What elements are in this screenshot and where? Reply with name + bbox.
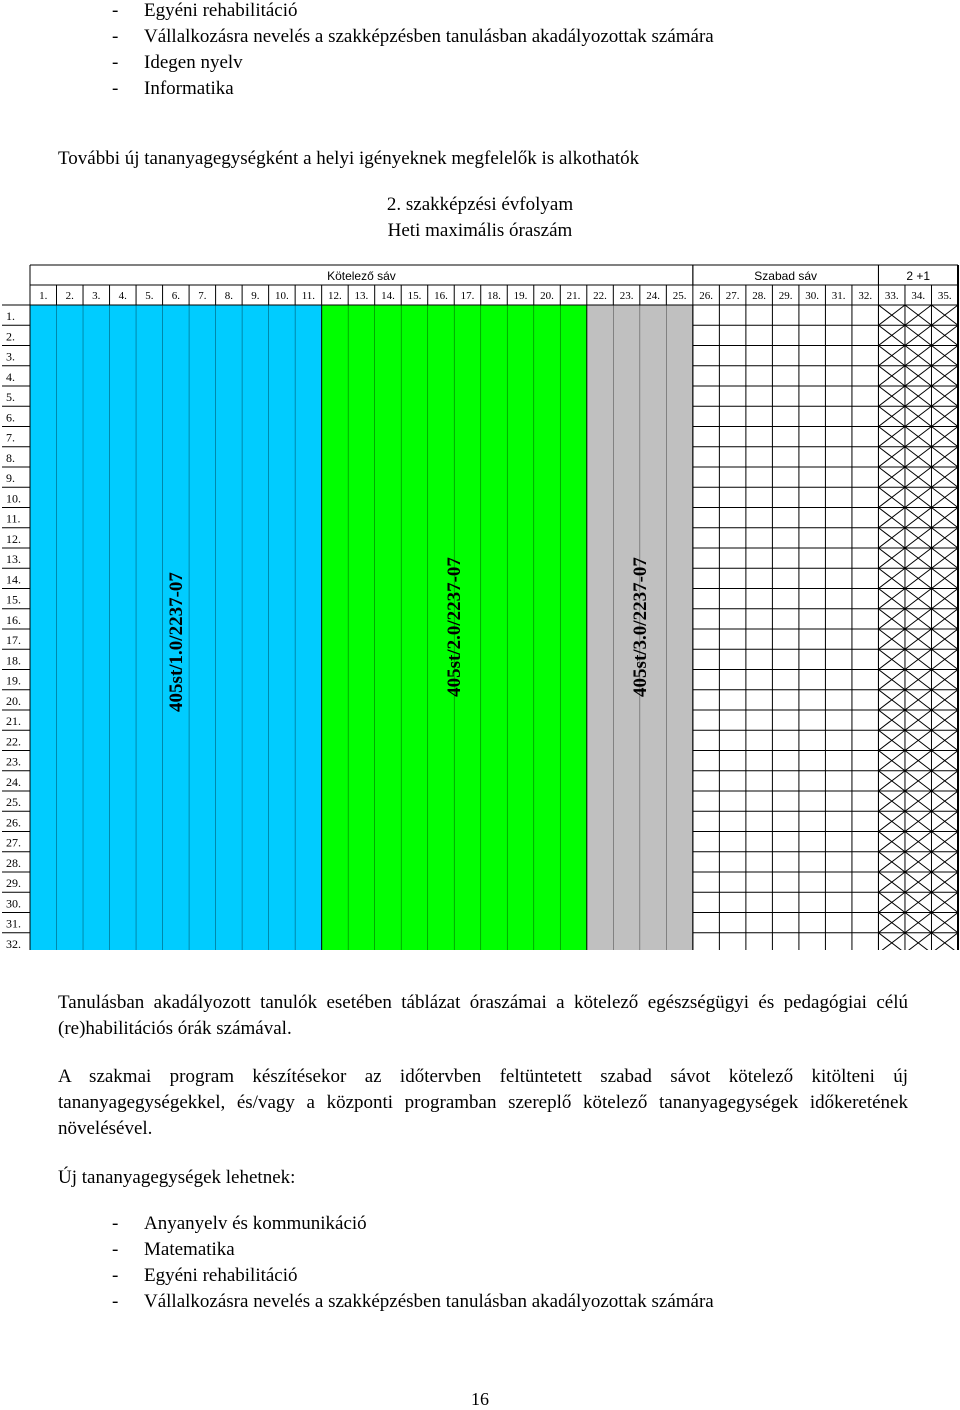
column-number: 1. bbox=[39, 290, 48, 302]
bottom-list-item bbox=[112, 1239, 235, 1261]
list-item-text: Egyéni rehabilitáció bbox=[144, 0, 298, 21]
chart-title-1: 2. szakképzési évfolyam bbox=[386, 194, 574, 215]
paragraph-3: Új tananyagegységek lehetnek: bbox=[58, 1167, 296, 1188]
row-number: 21. bbox=[6, 714, 21, 728]
row-number: 3. bbox=[6, 349, 15, 364]
row-number: 4. bbox=[6, 369, 15, 384]
list-item-text: Vállalkozásra nevelés a szakképzésben tanulásban akadályozottak számára bbox=[144, 1291, 714, 1312]
list-dash: - bbox=[112, 1291, 119, 1312]
row-number: 31. bbox=[6, 916, 21, 931]
block-label: 405st/2.0/2237-07 bbox=[444, 557, 466, 697]
column-number: 35. bbox=[937, 290, 952, 302]
top-list-item bbox=[112, 52, 243, 74]
further-text: További új tananyagegységként a helyi igényeknek megfelelők is alkothatók bbox=[58, 148, 640, 169]
timetable-chart bbox=[0, 262, 960, 950]
column-number: 6. bbox=[171, 290, 180, 302]
row-number: 26. bbox=[6, 815, 21, 830]
page-number: 16 bbox=[471, 1389, 489, 1409]
list-dash: - bbox=[112, 1239, 119, 1260]
column-number: 13. bbox=[354, 290, 369, 302]
column-number: 5. bbox=[145, 290, 154, 302]
row-number: 11. bbox=[6, 511, 21, 526]
block-label: 405st/3.0/2237-07 bbox=[629, 557, 651, 697]
list-item-text: Vállalkozásra nevelés a szakképzésben tanulásban akadályozottak számára bbox=[144, 26, 714, 47]
header-group-label: Kötelező sáv bbox=[327, 269, 396, 283]
list-dash: - bbox=[112, 26, 119, 47]
column-number: 9. bbox=[251, 290, 260, 302]
row-number: 23. bbox=[6, 754, 21, 769]
column-number: 26. bbox=[699, 290, 713, 302]
row-number: 28. bbox=[6, 855, 21, 870]
column-number: 15. bbox=[407, 290, 422, 302]
row-number: 13. bbox=[6, 552, 21, 566]
block-label: 405st/1.0/2237-07 bbox=[165, 572, 187, 712]
top-list-item bbox=[112, 0, 298, 22]
top-list-item bbox=[112, 26, 714, 48]
list-item-text: Anyanyelv és kommunikáció bbox=[144, 1213, 367, 1234]
column-number: 27. bbox=[725, 290, 740, 302]
column-number: 31. bbox=[831, 290, 846, 302]
row-number: 16. bbox=[6, 612, 21, 627]
column-number: 18. bbox=[487, 290, 501, 302]
column-number: 23. bbox=[619, 290, 634, 302]
column-number: 3. bbox=[92, 290, 101, 302]
bottom-list-item bbox=[112, 1213, 367, 1235]
column-number: 34. bbox=[911, 290, 926, 302]
row-number: 27. bbox=[6, 835, 21, 850]
column-number: 30. bbox=[805, 290, 820, 302]
chart-title-2: Heti maximális óraszám bbox=[387, 220, 573, 241]
column-number: 25. bbox=[672, 290, 687, 302]
list-dash: - bbox=[112, 52, 119, 73]
row-number: 10. bbox=[6, 491, 21, 506]
column-number: 8. bbox=[224, 290, 233, 302]
row-number: 5. bbox=[6, 390, 15, 404]
column-number: 7. bbox=[198, 290, 207, 302]
row-number: 8. bbox=[6, 450, 15, 465]
row-number: 2. bbox=[6, 329, 15, 344]
row-number: 14. bbox=[6, 572, 21, 587]
list-dash: - bbox=[112, 1213, 119, 1234]
column-number: 14. bbox=[381, 290, 395, 302]
list-item-text: Informatika bbox=[144, 78, 234, 99]
paragraph-1: Tanulásban akadályozott tanulók esetében táblázat óraszámai a kötelező egészségügyi és pedagógiai célú (re)habilitációs órák számával. bbox=[58, 992, 908, 1039]
list-item-text: Egyéni rehabilitáció bbox=[144, 1265, 298, 1286]
column-number: 20. bbox=[540, 290, 554, 302]
list-dash: - bbox=[112, 0, 119, 21]
column-number: 2. bbox=[65, 290, 74, 302]
column-number: 4. bbox=[118, 290, 127, 302]
paragraph-2: A szakmai program készítésekor az időtervben feltüntetett szabad sávot kötelező kitölteni új tananyagegységekkel, és/vagy a központi programban szereplő kötelező tananyagegységek időkeretének növelésével. bbox=[58, 1066, 908, 1139]
row-number: 12. bbox=[6, 531, 21, 546]
list-dash: - bbox=[112, 78, 119, 99]
column-number: 19. bbox=[513, 290, 528, 302]
header-group-label: 2 +1 bbox=[906, 269, 931, 283]
row-number: 30. bbox=[6, 896, 21, 911]
list-item-text: Idegen nyelv bbox=[144, 52, 243, 73]
top-list-item bbox=[112, 78, 234, 100]
column-number: 16. bbox=[434, 290, 448, 302]
row-number: 17. bbox=[6, 633, 21, 647]
column-number: 12. bbox=[328, 290, 342, 302]
row-number: 1. bbox=[6, 309, 15, 323]
bottom-list-item bbox=[112, 1291, 714, 1313]
row-number: 24. bbox=[6, 774, 21, 789]
row-number: 25. bbox=[6, 795, 21, 809]
row-number: 6. bbox=[6, 410, 15, 425]
row-number: 32. bbox=[6, 936, 21, 950]
row-number: 20. bbox=[6, 693, 21, 708]
column-number: 10. bbox=[275, 290, 289, 302]
column-number: 17. bbox=[460, 290, 475, 302]
row-number: 9. bbox=[6, 471, 15, 485]
column-number: 21. bbox=[566, 290, 581, 302]
column-number: 28. bbox=[752, 290, 767, 302]
header-group-label: Szabad sáv bbox=[754, 269, 818, 283]
row-number: 18. bbox=[6, 653, 21, 668]
column-number: 11. bbox=[301, 290, 316, 302]
row-number: 15. bbox=[6, 592, 21, 607]
column-number: 33. bbox=[884, 290, 899, 302]
row-number: 22. bbox=[6, 734, 21, 749]
column-number: 24. bbox=[646, 290, 660, 302]
column-number: 32. bbox=[858, 290, 873, 302]
column-number: 29. bbox=[778, 290, 793, 302]
row-number: 29. bbox=[6, 876, 21, 890]
list-item-text: Matematika bbox=[144, 1239, 235, 1260]
row-number: 7. bbox=[6, 430, 15, 445]
bottom-list-item bbox=[112, 1265, 298, 1287]
column-number: 22. bbox=[593, 290, 607, 302]
list-dash: - bbox=[112, 1265, 119, 1286]
row-number: 19. bbox=[6, 673, 21, 688]
